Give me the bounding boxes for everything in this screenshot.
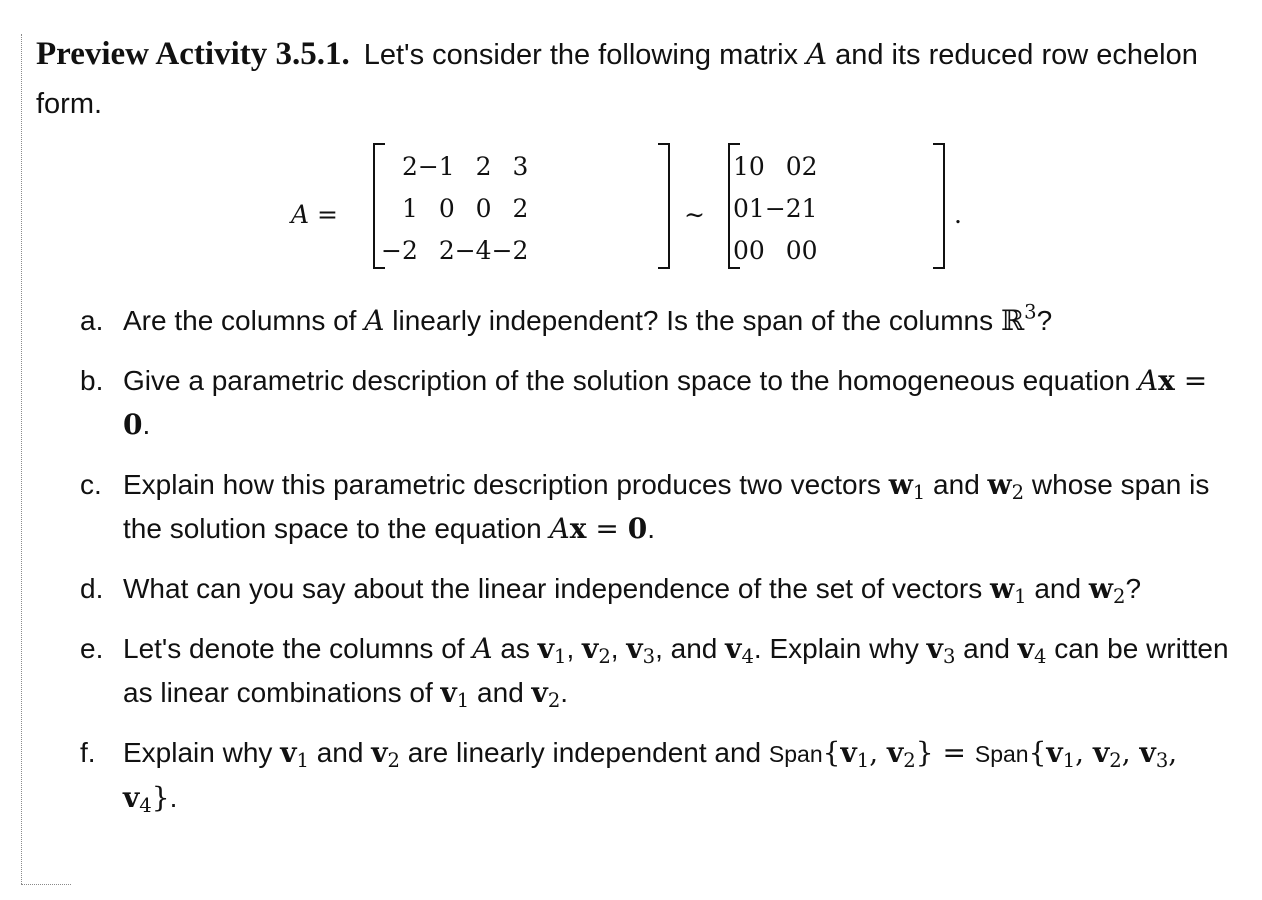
activity-block [36, 30, 1236, 836]
matrix-a-entry: 3 [512, 151, 529, 181]
task-text-fragment: 4 [741, 644, 754, 668]
matrix-rref-entry: 0 [748, 235, 765, 265]
matrix-rref-row [733, 145, 818, 187]
matrix-rref-entry: 0 [733, 193, 749, 223]
matrix-a-row [381, 229, 528, 271]
task-text-fragment: A [549, 512, 570, 545]
left-border-rule [21, 34, 22, 884]
task-text-fragment: Explain why [123, 737, 281, 768]
task-text-fragment: What can you say about the linear independence of the set of vectors [123, 573, 990, 604]
task-text-fragment: 1 [856, 748, 870, 772]
matrix-rref-entry: 0 [748, 151, 765, 181]
intro-text-2: and its reduced row echelon form. [36, 39, 1198, 120]
matrix-a-entry: 2 [475, 151, 492, 181]
task-text-fragment: as [492, 633, 538, 664]
matrix-rref-entry: 0 [801, 235, 818, 265]
task-text-fragment: 1 [1014, 584, 1027, 608]
matrix-a-entry: 2 [438, 235, 455, 265]
task-text-fragment: and [308, 737, 372, 768]
task-text-fragment: 3 [1155, 748, 1169, 772]
matrix-a-entry: 1 [401, 193, 418, 223]
task-text-fragment: 1 [456, 688, 470, 712]
task-text-fragment: Span [974, 741, 1029, 767]
task-item [36, 567, 1236, 611]
matrix-a-table [381, 145, 528, 271]
task-text-fragment: v [840, 736, 857, 769]
task-text-fragment: 2 [903, 748, 916, 772]
task-text-fragment: 2 [387, 748, 400, 772]
task-text-fragment: 3 [942, 644, 956, 668]
task-text-fragment: = [586, 512, 628, 545]
task-text-fragment: 2 [598, 644, 611, 668]
matrix-rref-entry: 2 [801, 151, 818, 181]
activity-heading [36, 30, 1236, 129]
task-text-fragment: v [725, 632, 742, 665]
intro-matrix-var: A [806, 37, 828, 71]
matrix-rref-entry: 1 [733, 151, 749, 181]
task-text-fragment: Explain how this parametric description produces two vectors [123, 469, 889, 500]
task-text-fragment: 1 [912, 480, 926, 504]
task-text-fragment: v [626, 632, 643, 665]
task-text-fragment: v [1139, 736, 1156, 769]
matrix-a-entry: 0 [475, 193, 492, 223]
matrix-a-entry: 2 [512, 193, 529, 223]
task-text-fragment: v [280, 736, 297, 769]
task-text-fragment: 1 [1062, 748, 1076, 772]
task-text-fragment: 2 [1109, 748, 1122, 772]
matrix-rref-entry: 0 [733, 235, 749, 265]
matrix-a-entry: 2 [401, 151, 418, 181]
task-text-fragment: , [1168, 736, 1178, 769]
task-list [36, 299, 1236, 820]
task-text-fragment: w [1088, 572, 1113, 605]
matrix-a-entry: −1 [417, 151, 455, 181]
task-text-fragment: , [1075, 736, 1093, 769]
task-text-fragment: Give a parametric description of the solution space to the homogeneous equation [123, 365, 1138, 396]
task-text-fragment: Let's denote the columns of [123, 633, 473, 664]
equation-period: . [954, 200, 962, 229]
task-text-fragment: ? [1036, 305, 1053, 336]
task-label: f. [80, 737, 96, 768]
task-text-fragment: , [1121, 736, 1140, 769]
task-text-fragment: = [1174, 364, 1208, 397]
matrix-rref-row [733, 229, 818, 271]
matrix-lhs: A = [291, 200, 338, 229]
task-text-fragment: , [610, 633, 627, 664]
activity-title: Preview Activity 3.5.1. [36, 36, 350, 72]
matrix-equation [36, 129, 1236, 299]
task-text-fragment: 1 [554, 644, 567, 668]
task-text-fragment: { [822, 736, 841, 769]
task-label: b. [80, 365, 104, 396]
task-text-fragment: , [869, 736, 888, 769]
matrix-rref-row [733, 187, 818, 229]
task-text-fragment: 1 [296, 748, 309, 772]
task-text-fragment: { [1028, 736, 1047, 769]
task-text-fragment: v [440, 676, 457, 709]
task-text-fragment: v [1017, 632, 1034, 665]
task-text-fragment: v [887, 736, 904, 769]
task-text-fragment: ? [1125, 573, 1142, 604]
task-text-fragment: } [915, 736, 934, 769]
task-text-fragment: } [151, 781, 170, 814]
matrix-a-entry: 0 [438, 193, 455, 223]
task-text-fragment: v [1092, 736, 1110, 769]
matrix-rref-table [733, 145, 818, 271]
task-text-fragment: 2 [547, 688, 561, 712]
task-text-fragment: w [990, 572, 1015, 605]
matrix-a-right-bracket [658, 143, 670, 269]
matrix-rref-entry: 1 [748, 193, 765, 223]
task-text-fragment: and [925, 469, 988, 500]
task-text-fragment: v [1046, 736, 1063, 769]
task-text-fragment: v [371, 736, 388, 769]
matrix-a-entry: −4 [454, 235, 492, 265]
matrix-rref-entry: 0 [785, 235, 802, 265]
task-text-fragment: w [987, 468, 1012, 501]
intro-text-1: Let's consider the following matrix [363, 39, 799, 71]
matrix-a-entry: −2 [381, 235, 418, 265]
task-text-fragment: ℝ [1000, 304, 1025, 337]
task-text-fragment: 3 [642, 644, 656, 668]
task-text-fragment: and [1026, 573, 1089, 604]
task-text-fragment: 2 [1011, 480, 1025, 504]
matrix-a-entry: −2 [491, 235, 529, 265]
matrix-rref-entry: 1 [801, 193, 818, 223]
task-text-fragment: v [926, 632, 943, 665]
task-text-fragment: A [472, 632, 493, 665]
bottom-border-rule [21, 884, 71, 885]
task-text-fragment: . [560, 677, 569, 708]
task-text-fragment: . [647, 513, 656, 544]
task-text-fragment: w [888, 468, 913, 501]
task-text-fragment: v [582, 632, 599, 665]
task-text-fragment: linearly independent? Is the span of the columns [384, 305, 1001, 336]
task-text-fragment: are linearly independent and [399, 737, 769, 768]
matrix-rref-entry: 0 [785, 151, 802, 181]
task-item [36, 359, 1236, 447]
task-label: d. [80, 573, 104, 604]
task-text-fragment: 2 [1112, 584, 1126, 608]
task-text-fragment: . [169, 782, 178, 813]
matrix-a-row [381, 187, 528, 229]
task-text-fragment: , and [655, 633, 726, 664]
task-label: c. [80, 469, 102, 500]
task-text-fragment: 4 [1033, 644, 1047, 668]
matrix-a-row [381, 145, 528, 187]
matrix-rref-right-bracket [933, 143, 945, 269]
task-text-fragment: A [1137, 364, 1159, 397]
task-item [36, 299, 1236, 343]
task-text-fragment: 0 [627, 512, 648, 545]
task-item [36, 627, 1236, 715]
task-text-fragment: x [569, 512, 587, 545]
task-text-fragment: = [933, 736, 975, 769]
task-text-fragment: Are the columns of [123, 305, 365, 336]
task-text-fragment: 0 [123, 408, 143, 441]
task-text-fragment: . [142, 409, 151, 440]
task-text-fragment: and [955, 633, 1018, 664]
row-equivalence-symbol: ∼ [684, 200, 705, 229]
task-text-fragment: v [123, 781, 140, 814]
task-text-fragment: and [469, 677, 532, 708]
task-item [36, 731, 1236, 820]
task-text-fragment: x [1158, 364, 1175, 397]
task-text-fragment: A [364, 304, 385, 337]
task-text-fragment: . Explain why [753, 633, 927, 664]
task-text-fragment: , [566, 633, 583, 664]
task-label: a. [80, 305, 104, 336]
task-text-fragment: Span [768, 741, 823, 767]
task-text-fragment: can be written as linear combinations of [123, 633, 1229, 708]
task-item [36, 463, 1236, 551]
task-text-fragment: v [537, 632, 554, 665]
task-text-fragment: whose span is the solution space to the equation [123, 469, 1210, 544]
task-label: e. [80, 633, 104, 664]
task-text-fragment: v [531, 676, 548, 709]
task-text-fragment: 3 [1024, 300, 1037, 324]
task-text-fragment: 4 [139, 793, 152, 817]
matrix-rref-entry: −2 [764, 193, 802, 223]
